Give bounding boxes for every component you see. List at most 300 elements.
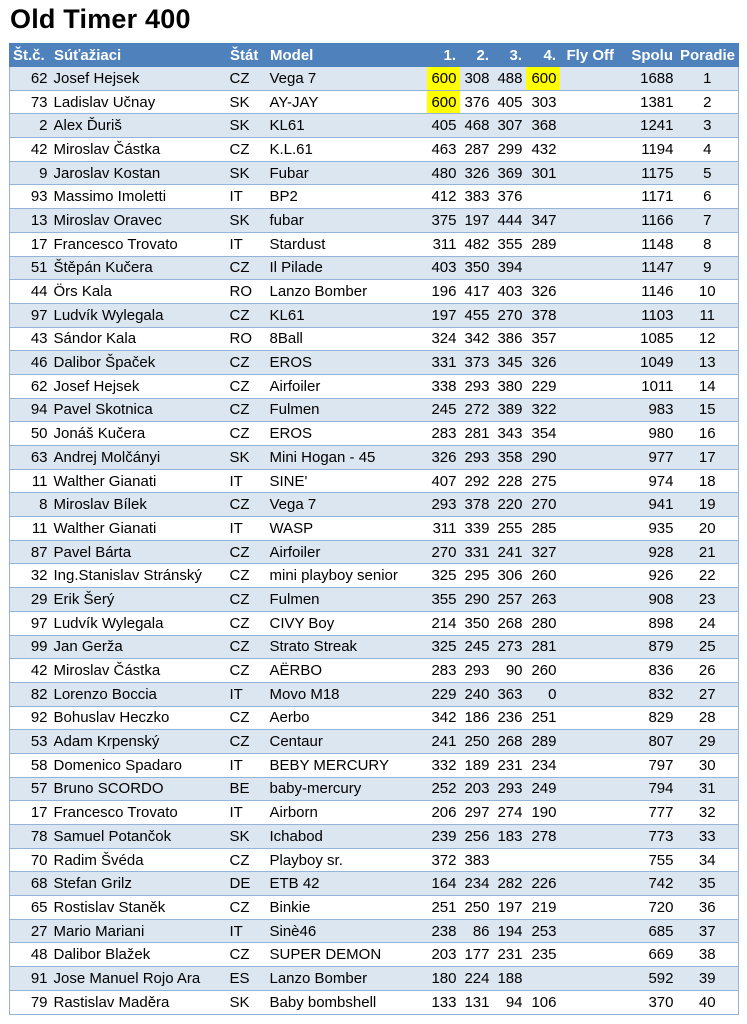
cell-total: 836 [618, 659, 677, 683]
table-row [10, 90, 739, 114]
cell-rank: 22 [677, 564, 739, 588]
cell-round-2: 326 [460, 161, 493, 185]
cell-start-number: 13 [10, 209, 51, 233]
cell-state: SK [227, 990, 267, 1014]
cell-rank: 11 [677, 303, 739, 327]
cell-start-number: 42 [10, 659, 51, 683]
cell-start-number: 94 [10, 398, 51, 422]
cell-round-3: 241 [493, 540, 526, 564]
cell-total: 908 [618, 588, 677, 612]
cell-round-4: 600 [526, 67, 560, 91]
cell-fly-off [560, 327, 618, 351]
cell-rank: 9 [677, 256, 739, 280]
cell-fly-off [560, 67, 618, 91]
cell-rank: 35 [677, 872, 739, 896]
cell-start-number: 78 [10, 825, 51, 849]
cell-round-2: 417 [460, 280, 493, 304]
cell-model: CIVY Boy [267, 611, 427, 635]
table-row [10, 659, 739, 683]
cell-rank: 7 [677, 209, 739, 233]
cell-round-1: 407 [427, 469, 460, 493]
table-row [10, 540, 739, 564]
cell-round-2: 331 [460, 540, 493, 564]
cell-model: AY-JAY [267, 90, 427, 114]
cell-model: Stardust [267, 232, 427, 256]
cell-round-3: 94 [493, 990, 526, 1014]
cell-fly-off [560, 422, 618, 446]
cell-round-1: 229 [427, 682, 460, 706]
cell-round-1: 600 [427, 67, 460, 91]
cell-model: fubar [267, 209, 427, 233]
cell-state: RO [227, 327, 267, 351]
cell-start-number: 91 [10, 967, 51, 991]
cell-round-3: 403 [493, 280, 526, 304]
cell-start-number: 73 [10, 90, 51, 114]
cell-round-3: 363 [493, 682, 526, 706]
cell-round-1: 214 [427, 611, 460, 635]
cell-competitor: Miroslav Oravec [51, 209, 227, 233]
cell-round-4: 347 [526, 209, 560, 233]
cell-round-4: 234 [526, 753, 560, 777]
cell-model: BEBY MERCURY [267, 753, 427, 777]
cell-round-4: 281 [526, 635, 560, 659]
cell-round-3: 236 [493, 706, 526, 730]
cell-model: Vega 7 [267, 67, 427, 91]
cell-round-3: 274 [493, 801, 526, 825]
cell-model: BP2 [267, 185, 427, 209]
cell-round-1: 241 [427, 730, 460, 754]
cell-round-3: 369 [493, 161, 526, 185]
table-row [10, 990, 739, 1014]
cell-competitor: Josef Hejsek [51, 67, 227, 91]
cell-state: CZ [227, 422, 267, 446]
cell-state: CZ [227, 659, 267, 683]
cell-round-1: 405 [427, 114, 460, 138]
cell-round-4: 226 [526, 872, 560, 896]
cell-competitor: Mario Mariani [51, 919, 227, 943]
cell-round-4 [526, 185, 560, 209]
cell-fly-off [560, 280, 618, 304]
cell-round-2: 292 [460, 469, 493, 493]
cell-model: Lanzo Bomber [267, 967, 427, 991]
cell-competitor: Domenico Spadaro [51, 753, 227, 777]
cell-competitor: Bohuslav Heczko [51, 706, 227, 730]
cell-round-4: 301 [526, 161, 560, 185]
cell-competitor: Bruno SCORDO [51, 777, 227, 801]
cell-round-4: 235 [526, 943, 560, 967]
cell-start-number: 65 [10, 896, 51, 920]
cell-rank: 28 [677, 706, 739, 730]
cell-fly-off [560, 611, 618, 635]
cell-model: Fulmen [267, 588, 427, 612]
cell-rank: 31 [677, 777, 739, 801]
cell-fly-off [560, 90, 618, 114]
cell-rank: 17 [677, 446, 739, 470]
cell-round-2: 250 [460, 730, 493, 754]
cell-state: CZ [227, 848, 267, 872]
cell-fly-off [560, 682, 618, 706]
cell-round-1: 293 [427, 493, 460, 517]
cell-rank: 26 [677, 659, 739, 683]
cell-total: 370 [618, 990, 677, 1014]
col-header-state: Štát [227, 44, 267, 67]
cell-total: 807 [618, 730, 677, 754]
table-row [10, 161, 739, 185]
cell-model: Airfoiler [267, 540, 427, 564]
cell-total: 1011 [618, 374, 677, 398]
cell-round-1: 326 [427, 446, 460, 470]
cell-round-4: 263 [526, 588, 560, 612]
cell-round-3: 444 [493, 209, 526, 233]
cell-state: IT [227, 753, 267, 777]
cell-competitor: Walther Gianati [51, 469, 227, 493]
cell-round-1: 270 [427, 540, 460, 564]
cell-state: CZ [227, 588, 267, 612]
cell-fly-off [560, 825, 618, 849]
cell-round-3: 345 [493, 351, 526, 375]
cell-round-3: 343 [493, 422, 526, 446]
cell-fly-off [560, 138, 618, 162]
cell-start-number: 51 [10, 256, 51, 280]
cell-round-3: 299 [493, 138, 526, 162]
cell-round-1: 197 [427, 303, 460, 327]
cell-round-2: 290 [460, 588, 493, 612]
cell-fly-off [560, 588, 618, 612]
cell-rank: 5 [677, 161, 739, 185]
cell-round-1: 252 [427, 777, 460, 801]
cell-competitor: Jonáš Kučera [51, 422, 227, 446]
cell-start-number: 8 [10, 493, 51, 517]
cell-competitor: Lorenzo Boccia [51, 682, 227, 706]
cell-round-4: 322 [526, 398, 560, 422]
cell-model: Centaur [267, 730, 427, 754]
cell-round-1: 283 [427, 422, 460, 446]
cell-round-3: 273 [493, 635, 526, 659]
cell-total: 1148 [618, 232, 677, 256]
cell-round-2: 350 [460, 611, 493, 635]
cell-round-2: 295 [460, 564, 493, 588]
cell-rank: 15 [677, 398, 739, 422]
cell-state: CZ [227, 256, 267, 280]
cell-round-2: 383 [460, 848, 493, 872]
cell-rank: 33 [677, 825, 739, 849]
cell-round-3 [493, 848, 526, 872]
cell-competitor: Josef Hejsek [51, 374, 227, 398]
cell-rank: 10 [677, 280, 739, 304]
cell-model: Il Pilade [267, 256, 427, 280]
cell-round-3: 293 [493, 777, 526, 801]
cell-fly-off [560, 161, 618, 185]
cell-start-number: 17 [10, 801, 51, 825]
cell-round-2: 373 [460, 351, 493, 375]
cell-fly-off [560, 777, 618, 801]
cell-fly-off [560, 896, 618, 920]
cell-fly-off [560, 540, 618, 564]
cell-round-1: 600 [427, 90, 460, 114]
cell-total: 980 [618, 422, 677, 446]
cell-round-1: 355 [427, 588, 460, 612]
cell-start-number: 17 [10, 232, 51, 256]
cell-model: EROS [267, 422, 427, 446]
cell-total: 926 [618, 564, 677, 588]
col-header-model: Model [267, 44, 427, 67]
cell-total: 1241 [618, 114, 677, 138]
table-row [10, 777, 739, 801]
cell-round-4: 251 [526, 706, 560, 730]
cell-rank: 29 [677, 730, 739, 754]
cell-model: Baby bombshell [267, 990, 427, 1014]
cell-rank: 24 [677, 611, 739, 635]
cell-fly-off [560, 706, 618, 730]
cell-rank: 40 [677, 990, 739, 1014]
cell-round-3: 282 [493, 872, 526, 896]
cell-round-2: 186 [460, 706, 493, 730]
cell-start-number: 2 [10, 114, 51, 138]
cell-fly-off [560, 232, 618, 256]
cell-competitor: Alex Ďuriš [51, 114, 227, 138]
cell-fly-off [560, 659, 618, 683]
cell-competitor: Adam Krpenský [51, 730, 227, 754]
cell-round-3: 376 [493, 185, 526, 209]
cell-round-1: 283 [427, 659, 460, 683]
table-row [10, 801, 739, 825]
table-row [10, 256, 739, 280]
cell-total: 832 [618, 682, 677, 706]
cell-fly-off [560, 919, 618, 943]
cell-round-3: 386 [493, 327, 526, 351]
cell-round-1: 375 [427, 209, 460, 233]
cell-start-number: 44 [10, 280, 51, 304]
cell-total: 755 [618, 848, 677, 872]
col-header-start-number: Št.č. [10, 44, 51, 67]
cell-model: Aerbo [267, 706, 427, 730]
cell-total: 777 [618, 801, 677, 825]
cell-model: Lanzo Bomber [267, 280, 427, 304]
cell-total: 829 [618, 706, 677, 730]
col-header-round-3: 3. [493, 44, 526, 67]
cell-start-number: 93 [10, 185, 51, 209]
table-row [10, 919, 739, 943]
cell-model: WASP [267, 517, 427, 541]
cell-state: DE [227, 872, 267, 896]
cell-start-number: 70 [10, 848, 51, 872]
table-row [10, 943, 739, 967]
table-body [10, 67, 739, 1015]
cell-state: CZ [227, 493, 267, 517]
cell-round-2: 234 [460, 872, 493, 896]
cell-state: IT [227, 517, 267, 541]
cell-round-1: 180 [427, 967, 460, 991]
cell-round-2: 250 [460, 896, 493, 920]
cell-round-2: 256 [460, 825, 493, 849]
cell-round-1: 239 [427, 825, 460, 849]
table-row [10, 564, 739, 588]
cell-round-4: 357 [526, 327, 560, 351]
cell-state: SK [227, 209, 267, 233]
cell-round-2: 177 [460, 943, 493, 967]
cell-round-1: 412 [427, 185, 460, 209]
cell-state: CZ [227, 398, 267, 422]
cell-rank: 8 [677, 232, 739, 256]
cell-model: KL61 [267, 114, 427, 138]
cell-start-number: 50 [10, 422, 51, 446]
cell-state: SK [227, 825, 267, 849]
cell-start-number: 79 [10, 990, 51, 1014]
cell-round-2: 308 [460, 67, 493, 91]
cell-round-4 [526, 967, 560, 991]
cell-round-2: 376 [460, 90, 493, 114]
cell-total: 1171 [618, 185, 677, 209]
table-row [10, 493, 739, 517]
cell-total: 592 [618, 967, 677, 991]
cell-model: Binkie [267, 896, 427, 920]
cell-fly-off [560, 469, 618, 493]
cell-state: BE [227, 777, 267, 801]
cell-model: EROS [267, 351, 427, 375]
cell-round-4: 354 [526, 422, 560, 446]
table-header-row [10, 44, 739, 67]
cell-rank: 21 [677, 540, 739, 564]
cell-round-2: 468 [460, 114, 493, 138]
cell-model: 8Ball [267, 327, 427, 351]
cell-competitor: Ludvík Wylegala [51, 303, 227, 327]
cell-start-number: 63 [10, 446, 51, 470]
table-row [10, 872, 739, 896]
cell-start-number: 32 [10, 564, 51, 588]
cell-round-2: 297 [460, 801, 493, 825]
cell-rank: 19 [677, 493, 739, 517]
cell-state: ES [227, 967, 267, 991]
cell-competitor: Pavel Bárta [51, 540, 227, 564]
cell-round-3: 394 [493, 256, 526, 280]
cell-start-number: 48 [10, 943, 51, 967]
cell-round-3: 220 [493, 493, 526, 517]
cell-competitor: Sándor Kala [51, 327, 227, 351]
cell-model: Fulmen [267, 398, 427, 422]
cell-total: 773 [618, 825, 677, 849]
cell-rank: 1 [677, 67, 739, 91]
cell-model: baby-mercury [267, 777, 427, 801]
cell-round-2: 293 [460, 374, 493, 398]
cell-rank: 13 [677, 351, 739, 375]
cell-competitor: Pavel Skotnica [51, 398, 227, 422]
cell-fly-off [560, 801, 618, 825]
cell-state: CZ [227, 303, 267, 327]
cell-round-3: 306 [493, 564, 526, 588]
cell-fly-off [560, 990, 618, 1014]
cell-round-3: 380 [493, 374, 526, 398]
cell-round-1: 245 [427, 398, 460, 422]
cell-round-4: 253 [526, 919, 560, 943]
cell-state: CZ [227, 943, 267, 967]
results-table [9, 43, 739, 1015]
cell-round-1: 325 [427, 564, 460, 588]
cell-round-2: 350 [460, 256, 493, 280]
cell-total: 1194 [618, 138, 677, 162]
cell-start-number: 87 [10, 540, 51, 564]
cell-competitor: Miroslav Částka [51, 138, 227, 162]
cell-round-3: 268 [493, 611, 526, 635]
cell-start-number: 46 [10, 351, 51, 375]
cell-rank: 14 [677, 374, 739, 398]
cell-model: AËRBO [267, 659, 427, 683]
table-row [10, 635, 739, 659]
cell-rank: 23 [677, 588, 739, 612]
cell-round-4: 260 [526, 659, 560, 683]
cell-model: Airborn [267, 801, 427, 825]
cell-model: K.L.61 [267, 138, 427, 162]
cell-total: 1049 [618, 351, 677, 375]
cell-total: 797 [618, 753, 677, 777]
cell-state: IT [227, 185, 267, 209]
cell-round-4: 432 [526, 138, 560, 162]
cell-state: CZ [227, 635, 267, 659]
cell-start-number: 68 [10, 872, 51, 896]
cell-fly-off [560, 446, 618, 470]
cell-round-3: 268 [493, 730, 526, 754]
table-row [10, 753, 739, 777]
cell-start-number: 53 [10, 730, 51, 754]
cell-total: 1146 [618, 280, 677, 304]
cell-competitor: Ing.Stanislav Stránský [51, 564, 227, 588]
cell-round-2: 339 [460, 517, 493, 541]
table-row [10, 351, 739, 375]
cell-rank: 2 [677, 90, 739, 114]
cell-round-3: 197 [493, 896, 526, 920]
cell-competitor: Francesco Trovato [51, 801, 227, 825]
cell-rank: 34 [677, 848, 739, 872]
cell-state: CZ [227, 730, 267, 754]
cell-rank: 39 [677, 967, 739, 991]
cell-round-3: 255 [493, 517, 526, 541]
cell-round-4: 219 [526, 896, 560, 920]
cell-fly-off [560, 493, 618, 517]
cell-round-4: 229 [526, 374, 560, 398]
cell-round-3: 389 [493, 398, 526, 422]
cell-state: CZ [227, 611, 267, 635]
cell-competitor: Örs Kala [51, 280, 227, 304]
cell-total: 685 [618, 919, 677, 943]
cell-round-4: 285 [526, 517, 560, 541]
cell-model: Vega 7 [267, 493, 427, 517]
table-row [10, 422, 739, 446]
cell-competitor: Ludvík Wylegala [51, 611, 227, 635]
cell-rank: 32 [677, 801, 739, 825]
table-row [10, 517, 739, 541]
cell-start-number: 11 [10, 517, 51, 541]
cell-round-4 [526, 256, 560, 280]
cell-round-4: 289 [526, 232, 560, 256]
cell-round-1: 331 [427, 351, 460, 375]
cell-fly-off [560, 967, 618, 991]
cell-start-number: 58 [10, 753, 51, 777]
cell-round-1: 203 [427, 943, 460, 967]
cell-start-number: 97 [10, 611, 51, 635]
table-row [10, 446, 739, 470]
cell-total: 928 [618, 540, 677, 564]
cell-round-2: 383 [460, 185, 493, 209]
cell-round-4: 326 [526, 280, 560, 304]
cell-round-2: 131 [460, 990, 493, 1014]
cell-start-number: 42 [10, 138, 51, 162]
cell-start-number: 82 [10, 682, 51, 706]
cell-total: 983 [618, 398, 677, 422]
cell-competitor: Dalibor Blažek [51, 943, 227, 967]
cell-competitor: Jose Manuel Rojo Ara [51, 967, 227, 991]
cell-round-4: 190 [526, 801, 560, 825]
table-row [10, 706, 739, 730]
cell-state: SK [227, 446, 267, 470]
